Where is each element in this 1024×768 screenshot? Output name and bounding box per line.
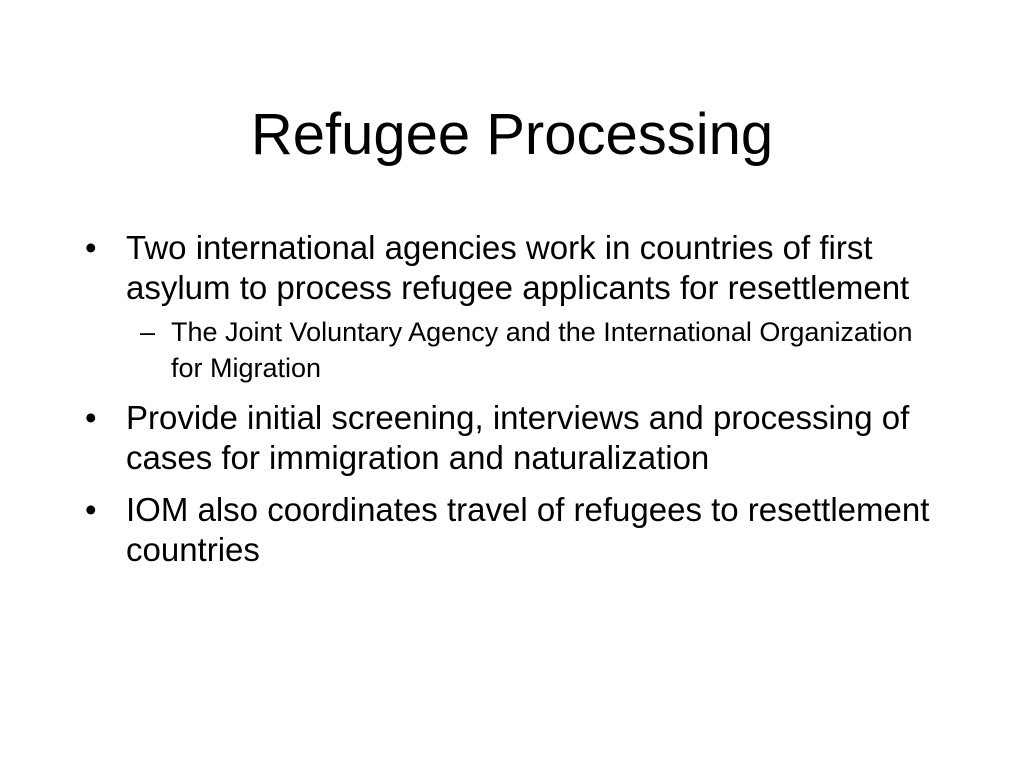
- bullet-text: Provide initial screening, interviews and processing of cases for immigration and naturalization: [126, 399, 910, 476]
- sub-bullet-text: The Joint Voluntary Agency and the International Organization for Migration: [171, 317, 913, 383]
- bullet-item: [85, 490, 945, 570]
- bullet-list: [85, 228, 945, 582]
- slide-title: Refugee Processing: [250, 102, 774, 167]
- dash-marker-icon: –: [140, 317, 156, 347]
- bullet-text: IOM also coordinates travel of refugees to resettlement countries: [126, 491, 930, 568]
- sub-bullet-item: [126, 314, 945, 386]
- bullet-marker-icon: •: [85, 491, 97, 528]
- bullet-marker-icon: •: [85, 399, 97, 436]
- sub-bullet-list: [126, 314, 945, 386]
- bullet-text: Two international agencies work in countries of first asylum to process refugee applicants for resettlement: [126, 229, 910, 306]
- bullet-item: [85, 398, 945, 478]
- bullet-item: [85, 228, 945, 386]
- bullet-marker-icon: •: [85, 229, 97, 266]
